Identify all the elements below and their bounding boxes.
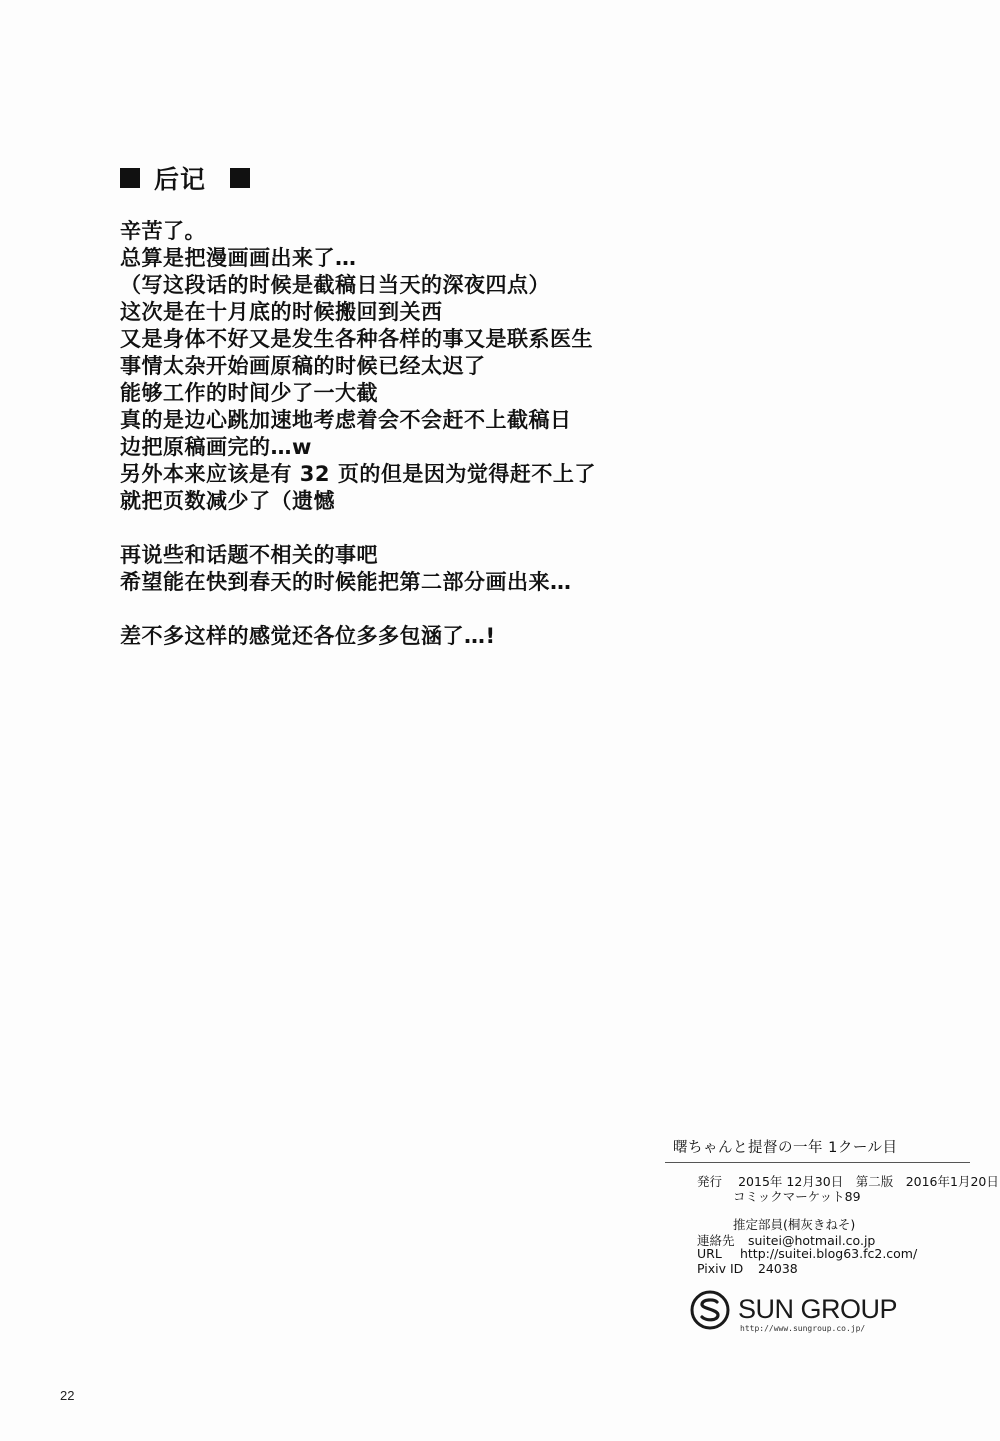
pixiv-value: 24038 xyxy=(757,1261,798,1276)
event-name: コミックマーケット89 xyxy=(733,1189,861,1204)
sun-group-logo-icon xyxy=(690,1290,730,1330)
afterword-line: 又是身体不好又是发生各种各样的事又是联系医生 xyxy=(120,327,593,351)
afterword-line: 能够工作的时间少了一大截 xyxy=(120,381,378,405)
printer-name: SUN GROUP xyxy=(738,1294,898,1324)
afterword-heading xyxy=(120,160,250,196)
author-name: 推定部員(桐灰きねそ) xyxy=(733,1217,856,1232)
afterword-line: 差不多这样的感觉还各位多多包涵了…! xyxy=(120,624,496,648)
afterword-title: 后记 xyxy=(154,165,207,194)
book-title: 曙ちゃんと提督の一年 1クール目 xyxy=(673,1140,898,1156)
afterword-line: 希望能在快到春天的时候能把第二部分画出来… xyxy=(120,570,572,594)
square-bullet-icon xyxy=(120,168,140,188)
issue-value: 2015年 12月30日 第二版 2016年1月20日 xyxy=(738,1174,999,1189)
paragraph-spacer xyxy=(120,515,740,542)
paragraph-spacer xyxy=(120,596,740,623)
page-number: 22 xyxy=(60,1388,75,1403)
url-label: URL xyxy=(697,1246,722,1261)
afterword-line: 事情太杂开始画原稿的时候已经太迟了 xyxy=(120,354,486,378)
sun-group-logo xyxy=(690,1290,920,1340)
afterword-line: （写这段话的时候是截稿日当天的深夜四点） xyxy=(120,273,550,297)
pixiv-label: Pixiv ID xyxy=(697,1261,744,1276)
afterword-line: 这次是在十月底的时候搬回到关西 xyxy=(120,300,443,324)
colophon-divider xyxy=(665,1162,970,1163)
printer-url: http://www.sungroup.co.jp/ xyxy=(740,1324,866,1333)
afterword-line: 总算是把漫画画出来了… xyxy=(120,246,357,270)
pixiv-line xyxy=(697,1261,798,1276)
issue-label: 発行 xyxy=(697,1174,723,1189)
square-bullet-icon xyxy=(230,168,250,188)
afterword-body xyxy=(120,218,740,650)
afterword-line: 真的是边心跳加速地考虑着会不会赶不上截稿日 xyxy=(120,408,572,432)
contact-label: 連絡先 xyxy=(697,1233,735,1248)
afterword-line: 辛苦了。 xyxy=(120,219,206,243)
url-line xyxy=(697,1246,917,1261)
afterword-line: 边把原稿画完的…w xyxy=(120,435,312,459)
contact-email: suitei@hotmail.co.jp xyxy=(747,1233,876,1248)
afterword-line: 就把页数减少了（遗憾 xyxy=(120,489,335,513)
afterword-line: 另外本来应该是有 32 页的但是因为觉得赶不上了 xyxy=(120,462,596,486)
afterword-line: 再说些和话题不相关的事吧 xyxy=(120,543,378,567)
url-value: http://suitei.blog63.fc2.com/ xyxy=(739,1246,918,1261)
